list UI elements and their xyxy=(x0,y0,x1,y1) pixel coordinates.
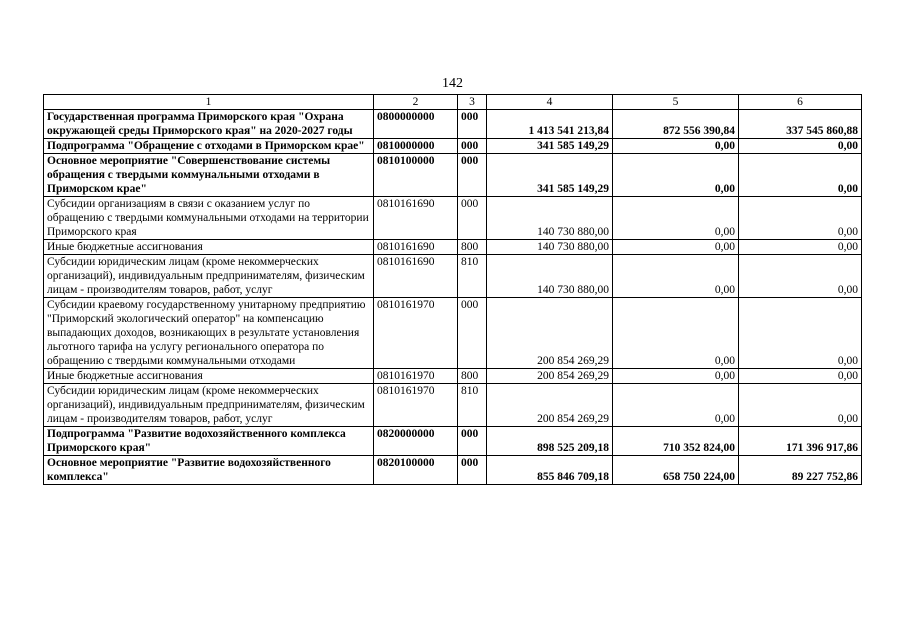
header-col-4: 4 xyxy=(487,95,613,110)
row-name: Иные бюджетные ассигнования xyxy=(44,369,374,384)
header-col-5: 5 xyxy=(613,95,739,110)
row-value-col4: 341 585 149,29 xyxy=(487,139,613,154)
row-name: Субсидии юридическим лицам (кроме некоммерческих организаций), индивидуальным предпринимателям, физическим лицам - производителям товаров, работ, услуг xyxy=(44,384,374,427)
row-value-col5: 0,00 xyxy=(613,298,739,369)
row-value-col5: 0,00 xyxy=(613,139,739,154)
row-name: Основное мероприятие "Развитие водохозяйственного комплекса" xyxy=(44,456,374,485)
row-type: 000 xyxy=(458,298,487,369)
row-value-col4: 898 525 209,18 xyxy=(487,427,613,456)
row-value-col4: 140 730 880,00 xyxy=(487,240,613,255)
row-value-col5: 0,00 xyxy=(613,240,739,255)
table-row xyxy=(44,298,862,369)
row-type: 000 xyxy=(458,197,487,240)
row-value-col4: 200 854 269,29 xyxy=(487,384,613,427)
row-code: 0810161970 xyxy=(374,369,458,384)
table-row xyxy=(44,197,862,240)
header-col-3: 3 xyxy=(458,95,487,110)
row-value-col5: 658 750 224,00 xyxy=(613,456,739,485)
row-name: Субсидии краевому государственному унитарному предприятию "Приморский экологический оператор" на компенсацию выпадающих доходов, возникающих в результате установления льготного тарифа на услугу регионального оператора по обращению с твердыми коммунальными отходами xyxy=(44,298,374,369)
row-value-col6: 0,00 xyxy=(739,240,862,255)
row-type: 000 xyxy=(458,139,487,154)
header-row xyxy=(44,95,862,110)
row-value-col4: 140 730 880,00 xyxy=(487,255,613,298)
row-code: 0810100000 xyxy=(374,154,458,197)
row-type: 810 xyxy=(458,384,487,427)
row-value-col5: 0,00 xyxy=(613,255,739,298)
row-code: 0810000000 xyxy=(374,139,458,154)
row-name: Основное мероприятие "Совершенствование системы обращения с твердыми коммунальными отходами в Приморском крае" xyxy=(44,154,374,197)
row-value-col5: 0,00 xyxy=(613,197,739,240)
row-code: 0810161690 xyxy=(374,255,458,298)
row-value-col4: 855 846 709,18 xyxy=(487,456,613,485)
table-row xyxy=(44,369,862,384)
row-value-col6: 337 545 860,88 xyxy=(739,110,862,139)
row-code: 0810161690 xyxy=(374,197,458,240)
row-code: 0820000000 xyxy=(374,427,458,456)
table-row xyxy=(44,154,862,197)
row-value-col4: 200 854 269,29 xyxy=(487,369,613,384)
table-row xyxy=(44,240,862,255)
row-value-col6: 171 396 917,86 xyxy=(739,427,862,456)
row-value-col5: 0,00 xyxy=(613,154,739,197)
row-code: 0810161970 xyxy=(374,384,458,427)
table-row xyxy=(44,456,862,485)
row-value-col6: 0,00 xyxy=(739,384,862,427)
table-row xyxy=(44,255,862,298)
table-row xyxy=(44,384,862,427)
table-row xyxy=(44,139,862,154)
row-value-col6: 0,00 xyxy=(739,298,862,369)
row-type: 800 xyxy=(458,240,487,255)
row-value-col5: 0,00 xyxy=(613,384,739,427)
row-value-col6: 0,00 xyxy=(739,369,862,384)
row-value-col4: 1 413 541 213,84 xyxy=(487,110,613,139)
row-name: Субсидии организациям в связи с оказанием услуг по обращению с твердыми коммунальными отходами на территории Приморского края xyxy=(44,197,374,240)
row-value-col4: 200 854 269,29 xyxy=(487,298,613,369)
row-name: Подпрограмма "Развитие водохозяйственного комплекса Приморского края" xyxy=(44,427,374,456)
row-code: 0810161970 xyxy=(374,298,458,369)
row-value-col5: 0,00 xyxy=(613,369,739,384)
page-number: 142 xyxy=(442,76,463,91)
row-value-col4: 140 730 880,00 xyxy=(487,197,613,240)
row-name: Подпрограмма "Обращение с отходами в Приморском крае" xyxy=(44,139,374,154)
row-value-col6: 0,00 xyxy=(739,139,862,154)
row-type: 000 xyxy=(458,154,487,197)
header-col-2: 2 xyxy=(374,95,458,110)
row-value-col4: 341 585 149,29 xyxy=(487,154,613,197)
row-code: 0800000000 xyxy=(374,110,458,139)
row-value-col6: 0,00 xyxy=(739,255,862,298)
row-type: 000 xyxy=(458,110,487,139)
header-col-1: 1 xyxy=(44,95,374,110)
row-type: 810 xyxy=(458,255,487,298)
table-body xyxy=(44,110,862,485)
header-col-6: 6 xyxy=(739,95,862,110)
row-type: 000 xyxy=(458,456,487,485)
row-value-col6: 89 227 752,86 xyxy=(739,456,862,485)
row-type: 000 xyxy=(458,427,487,456)
row-code: 0820100000 xyxy=(374,456,458,485)
row-value-col6: 0,00 xyxy=(739,197,862,240)
row-name: Иные бюджетные ассигнования xyxy=(44,240,374,255)
row-value-col5: 710 352 824,00 xyxy=(613,427,739,456)
row-value-col6: 0,00 xyxy=(739,154,862,197)
row-value-col5: 872 556 390,84 xyxy=(613,110,739,139)
table-row xyxy=(44,427,862,456)
row-name: Субсидии юридическим лицам (кроме некоммерческих организаций), индивидуальным предпринимателям, физическим лицам - производителям товаров, работ, услуг xyxy=(44,255,374,298)
table-row xyxy=(44,110,862,139)
budget-table xyxy=(43,94,862,485)
row-name: Государственная программа Приморского края "Охрана окружающей среды Приморского края" на 2020-2027 годы xyxy=(44,110,374,139)
row-code: 0810161690 xyxy=(374,240,458,255)
row-type: 800 xyxy=(458,369,487,384)
